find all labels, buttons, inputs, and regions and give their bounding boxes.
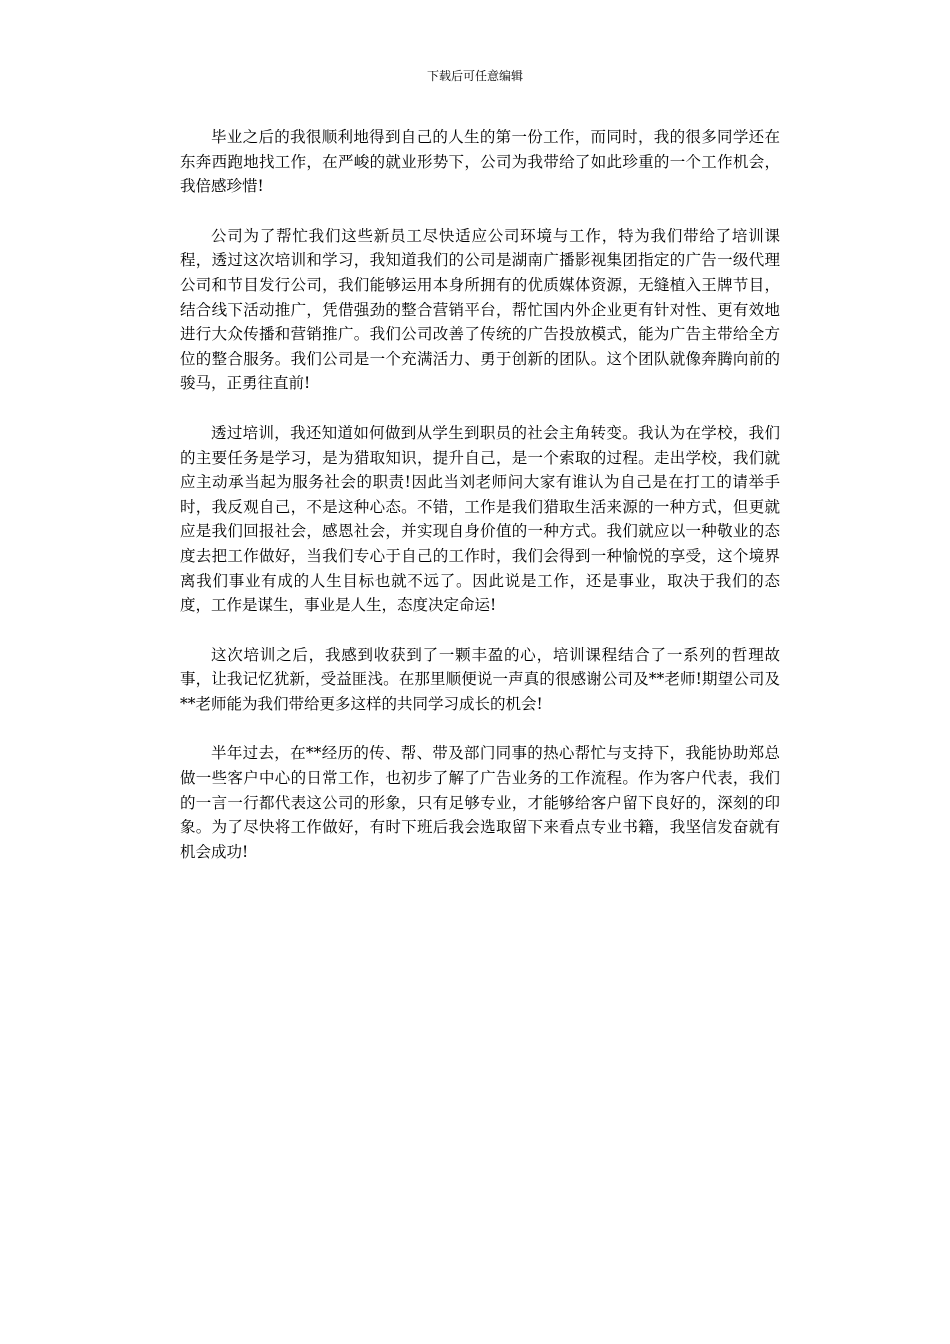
paragraph-4: 这次培训之后，我感到收获到了一颗丰盈的心，培训课程结合了一系列的哲理故事，让我记忆犹新，受益匪浅。在那里顺便说一声真的很感谢公司及**老师!期望公司及**老师能为我们带给更多这样的共同学习成长的机会! xyxy=(180,645,780,713)
paragraph-2: 公司为了帮忙我们这些新员工尽快适应公司环境与工作，特为我们带给了培训课程，透过这次培训和学习，我知道我们的公司是湖南广播影视集团指定的广告一级代理公司和节目发行公司，我们能够运用本身所拥有的优质媒体资源，无缝植入王牌节目，结合线下活动推广，凭借强劲的整合营销平台，帮忙国内外企业更有针对性、更有效地进行大众传播和营销推广。我们公司改善了传统的广告投放模式，能为广告主带给全方位的整合服务。我们公司是一个充满活力、勇于创新的团队。这个团队就像奔腾向前的骏马，正勇往直前! xyxy=(180,226,780,393)
page-header-note: 下载后可任意编辑 xyxy=(426,69,523,83)
document-body xyxy=(180,125,780,889)
paragraph-1: 毕业之后的我很顺利地得到自己的人生的第一份工作，而同时，我的很多同学还在东奔西跑地找工作，在严峻的就业形势下，公司为我带给了如此珍重的一个工作机会，我倍感珍惜! xyxy=(180,128,780,196)
paragraph-3: 透过培训，我还知道如何做到从学生到职员的社会主角转变。我认为在学校，我们的主要任务是学习，是为猎取知识，提升自己，是一个索取的过程。走出学校，我们就应主动承当起为服务社会的职责!因此当刘老师问大家有谁认为自己是在打工的请举手时，我反观自己，不是这种心态。不错，工作是我们猎取生活来源的一种方式，但更就应是我们回报社会，感恩社会，并实现自身价值的一种方式。我们就应以一种敬业的态度去把工作做好，当我们专心于自己的工作时，我们会得到一种愉悦的享受，这个境界离我们事业有成的人生目标也就不远了。因此说是工作，还是事业，取决于我们的态度，工作是谋生，事业是人生，态度决定命运! xyxy=(180,423,780,615)
paragraph-5: 半年过去，在**经历的传、帮、带及部门同事的热心帮忙与支持下，我能协助郑总做一些客户中心的日常工作，也初步了解了广告业务的工作流程。作为客户代表，我们的一言一行都代表这公司的形象，只有足够专业，才能够给客户留下良好的，深刻的印象。为了尽快将工作做好，有时下班后我会选取留下来看点专业书籍，我坚信发奋就有机会成功! xyxy=(180,744,780,861)
